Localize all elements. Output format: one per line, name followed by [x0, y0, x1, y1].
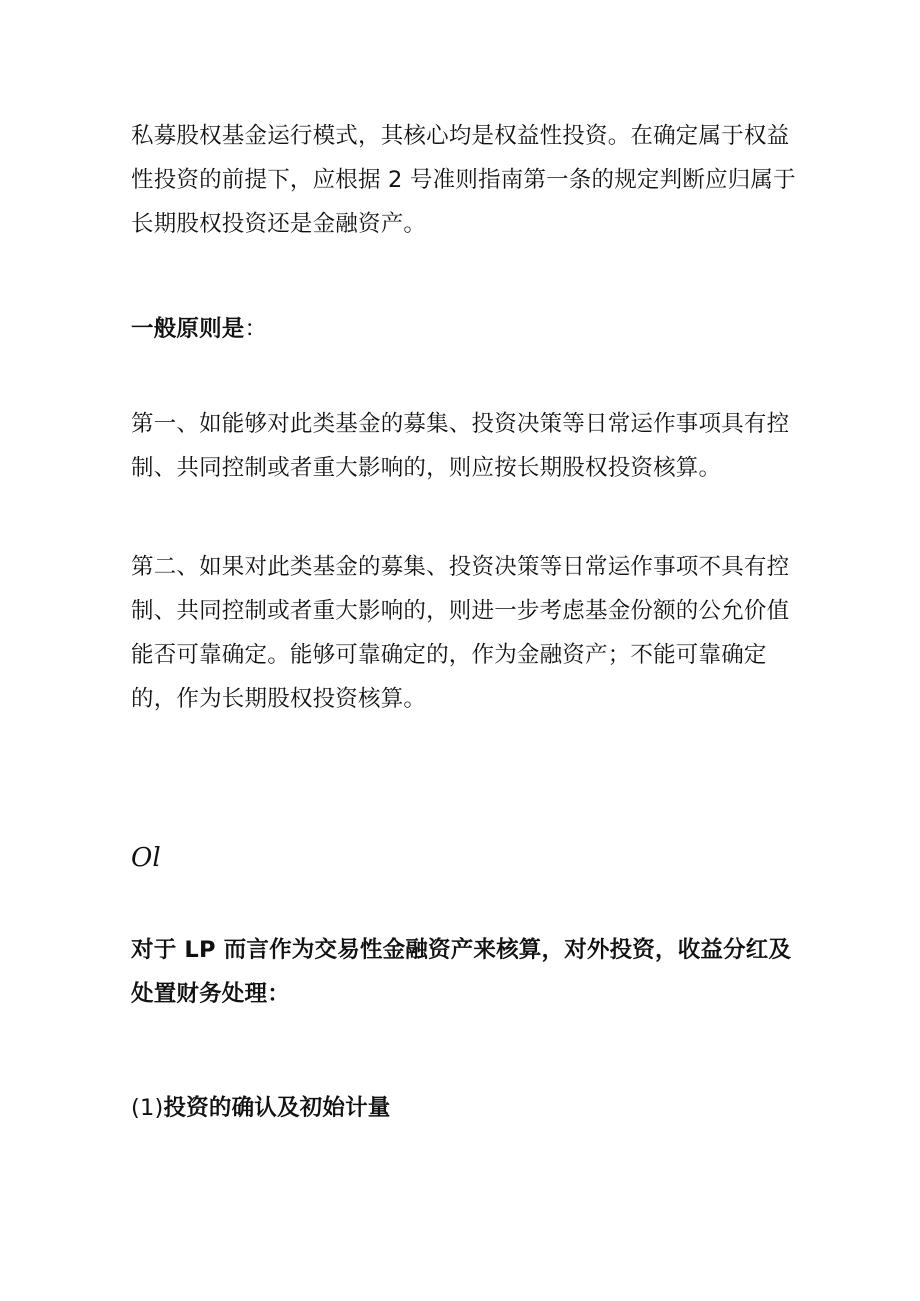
principle-heading	[131, 307, 806, 351]
section-one-title: 投资的确认及初始计量	[163, 1095, 391, 1121]
rule-two-paragraph: 第二、如果对此类基金的募集、投资决策等日常运作事项不具有控制、共同控制或者重大影响的，则进一步考虑基金份额的公允价值能否可靠确定。能够可靠确定的，作为金融资产；不能可靠确定的，作为长期股权投资核算。	[131, 554, 790, 712]
section-one-number: (1)	[131, 1095, 164, 1121]
principle-heading-colon: ：	[244, 316, 268, 342]
intro-paragraph: 私募股权基金运行模式，其核心均是权益性投资。在确定属于权益性投资的前提下，应根据 2 号准则指南第一条的规定判断应归属于长期股权投资还是金融资产。	[131, 123, 796, 237]
lp-heading: 对于 LP 而言作为交易性金融资产来核算，对外投资，收益分红及处置财务处理：	[131, 937, 792, 1007]
rule-one-paragraph: 第一、如能够对此类基金的募集、投资决策等日常运作事项具有控制、共同控制或者重大影响的，则应按长期股权投资核算。	[131, 411, 790, 481]
section-marker: Ol	[131, 843, 161, 873]
section-one-heading	[131, 1086, 806, 1130]
principle-heading-text: 一般原则是	[131, 316, 245, 342]
